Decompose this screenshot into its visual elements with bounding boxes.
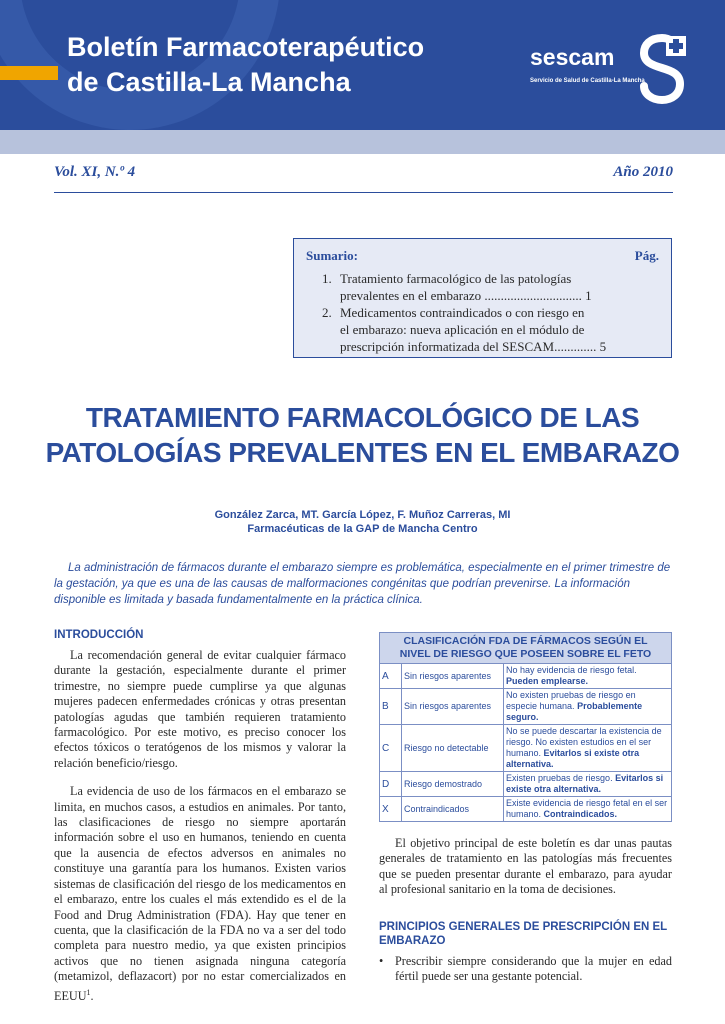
summary-box	[293, 238, 672, 358]
summary-page-heading: Pág.	[634, 248, 659, 263]
fda-table-title-line1: CLASIFICACIÓN FDA DE FÁRMACOS SEGÚN EL	[403, 635, 648, 647]
fda-description-text: No se puede descartar la existencia de riesgo. No existen estudios en el ser humano.	[506, 726, 662, 758]
principles-heading: PRINCIPIOS GENERALES DE PRESCRIPCIÓN EN EL EMBARAZO	[379, 920, 667, 947]
fda-description	[504, 689, 672, 725]
table-row	[380, 772, 672, 797]
intro-heading: INTRODUCCIÓN	[54, 629, 144, 641]
fda-description-text: No hay evidencia de riesgo fetal.	[506, 665, 637, 675]
fda-description-text: Existen pruebas de riesgo.	[506, 773, 613, 783]
left-column	[54, 628, 346, 1004]
fda-risk: Contraindicados	[402, 797, 504, 822]
footnote-reference[interactable]: 1	[86, 987, 91, 997]
publication-year: Año 2010	[613, 164, 673, 180]
header-banner	[0, 0, 725, 130]
article-abstract: La administración de fármacos durante el embarazo siempre es problemática, especialmente en el primer trimestre de la gestación, ya que es una de las causas de malformaciones congénitas que podrían prevenirse. La información disponible es limitada y basada fundamentalmente en la práctica clínica.	[54, 562, 671, 606]
logo-subtitle: Servicio de Salud de Castilla-La Mancha	[530, 78, 645, 84]
fda-category: X	[380, 797, 402, 822]
fda-description	[504, 797, 672, 822]
summary-item-line: el embarazo: nueva aplicación en el módulo de	[340, 322, 585, 337]
summary-item-line: Tratamiento farmacológico de las patologías	[340, 271, 572, 286]
article-authors	[0, 508, 725, 536]
fda-description-text: Existe evidencia de riesgo fetal en el ser humano.	[506, 798, 668, 819]
bullet-icon: •	[379, 953, 384, 968]
objective-paragraph: El objetivo principal de este boletín es dar unas pautas generales de tratamiento en las patologías más frecuentes que se pueden presentar durante el embarazo, para ayudar al profesional sanitario en la toma de decisiones.	[379, 836, 672, 897]
list-item	[379, 954, 672, 985]
author-names: González Zarca, MT. García López, F. Muñoz Carreras, MI	[214, 509, 511, 521]
fda-risk: Sin riesgos aparentes	[402, 664, 504, 689]
sescam-logo	[530, 34, 690, 104]
fda-advice: Evitarlos si existe otra alternativa.	[506, 773, 664, 794]
summary-item[interactable]	[306, 304, 659, 355]
table-row	[380, 797, 672, 822]
fda-classification-table	[379, 632, 672, 822]
bulletin-title	[67, 30, 424, 100]
summary-item[interactable]	[306, 270, 659, 304]
sescam-s-cross-icon	[638, 34, 690, 104]
fda-advice: Evitarlos si existe otra alternativa.	[506, 748, 640, 769]
summary-item-line: Medicamentos contraindicados o con riesgo en	[340, 305, 585, 320]
fda-category: C	[380, 725, 402, 772]
intro-paragraph-2-end: .	[90, 988, 94, 1003]
summary-item-number: 2.	[322, 305, 332, 320]
fda-risk: Sin riesgos aparentes	[402, 689, 504, 725]
article-title: TRATAMIENTO FARMACOLÓGICO DE LAS PATOLOGÍAS PREVALENTES EN EL EMBARAZO	[45, 402, 680, 468]
fda-advice: Pueden emplearse.	[506, 676, 589, 686]
fda-description	[504, 772, 672, 797]
fda-description	[504, 664, 672, 689]
volume-number: Vol. XI, N.º 4	[54, 164, 136, 180]
fda-category: A	[380, 664, 402, 689]
fda-table-title-line2: NIVEL DE RIESGO QUE POSEEN SOBRE EL FETO	[399, 648, 652, 660]
intro-paragraph-2	[54, 784, 346, 1004]
summary-heading: Sumario:	[306, 248, 358, 263]
table-row	[380, 664, 672, 689]
bulletin-title-line2: de Castilla-La Mancha	[67, 67, 351, 97]
right-column	[379, 632, 672, 984]
summary-item-line: prescripción informatizada del SESCAM............. 5	[340, 339, 607, 354]
logo-text: sescam	[530, 44, 615, 70]
summary-item-number: 1.	[322, 271, 332, 286]
summary-item-line: prevalentes en el embarazo .............................. 1	[340, 288, 592, 303]
table-row	[380, 725, 672, 772]
fda-risk: Riesgo demostrado	[402, 772, 504, 797]
fda-table-title	[380, 633, 672, 664]
orange-accent-tab	[0, 66, 58, 80]
fda-advice: Probablemente seguro.	[506, 701, 643, 722]
author-affiliation: Farmacéuticas de la GAP de Mancha Centro	[247, 523, 478, 535]
fda-category: B	[380, 689, 402, 725]
table-row	[380, 689, 672, 725]
header-rule	[54, 192, 673, 193]
fda-risk: Riesgo no detectable	[402, 725, 504, 772]
bullet-text: Prescribir siempre considerando que la mujer en edad fértil puede ser una gestante potencial.	[395, 953, 672, 984]
bulletin-title-line1: Boletín Farmacoterapéutico	[67, 32, 425, 62]
fda-description	[504, 725, 672, 772]
fda-category: D	[380, 772, 402, 797]
fda-description-text: No existen pruebas de riesgo en especie humana.	[506, 690, 636, 711]
intro-paragraph-1: La recomendación general de evitar cualquier fármaco durante la gestación, especialmente durante el primer trimestre, no siempre puede cumplirse ya que algunas mujeres padecen enfermedades crónicas y otras presentan patologías agudas que también requieren tratamiento farmacológico. Por este motivo, es preciso conocer los efectos tóxicos o teratógenos de los mismos y valorar la relación beneficio/riesgo.	[54, 648, 346, 770]
intro-paragraph-2-text: La evidencia de uso de los fármacos en el embarazo se limita, en muchos casos, a estudios en animales. Por tanto, las clasificaciones de riesgo no siempre aportarán información sobre el uso en humanos, teniendo en cuenta que la ausencia de efectos adversos en animales no constituye una garantía para los humanos. Existen varios sistemas de clasificación del riesgo de los medicamentos en el embarazo, entre los cuales el más extendido es el de la Food and Drug Administration (FDA). Hay que tener en cuenta, que la clasificación de la FDA no va a ser del todo completa para nuestro medio, ya que existen principios activos que no tienen asignada ninguna categoría (metamizol, deflazacort) por no estar comercializados en EEUU	[54, 784, 346, 1003]
summary-header	[306, 247, 659, 264]
fda-advice: Contraindicados.	[543, 809, 618, 819]
header-stripe	[0, 130, 725, 154]
